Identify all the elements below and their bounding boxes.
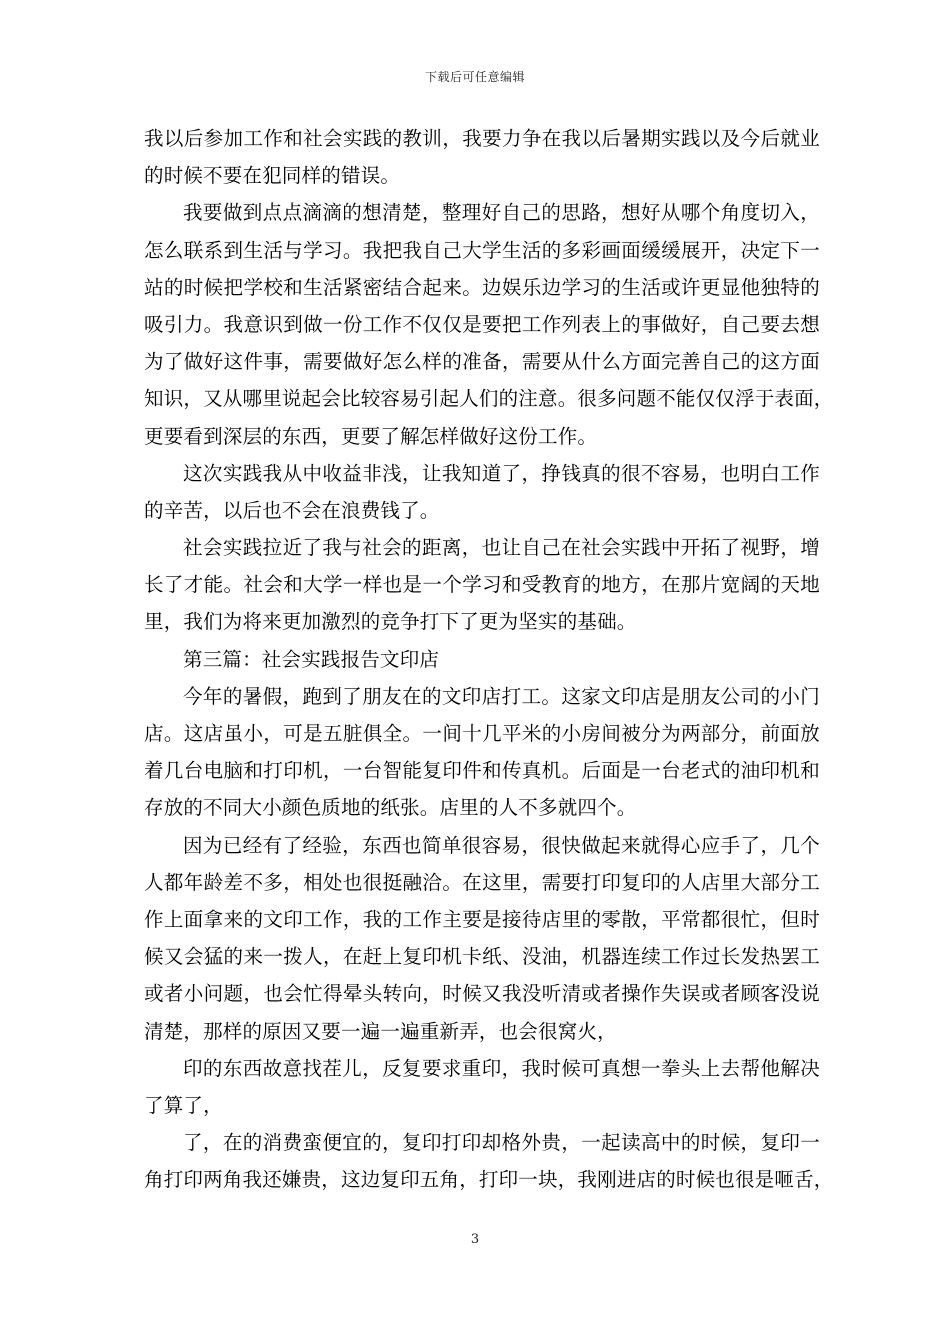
- text-line: 里，我们为将来更加激烈的竞争打下了更为坚实的基础。: [144, 610, 637, 634]
- text-line: 长了才能。社会和大学一样也是一个学习和受教育的地方，在那片宽阔的天地: [144, 573, 820, 597]
- text-line: 社会实践拉近了我与社会的距离，也让自己在社会实践中开拓了视野，增: [183, 536, 820, 560]
- text-line: 我以后参加工作和社会实践的教训，我要力争在我以后暑期实践以及今后就业: [144, 127, 820, 150]
- text-line: 的时候不要在犯同样的错误。: [144, 164, 401, 188]
- text-line: 清楚，那样的原因又要一遍一遍重新弄，也会很窝火，: [144, 1019, 617, 1043]
- text-line: 着几台电脑和打印机，一台智能复印件和传真机。后面是一台老式的油印机和: [144, 759, 820, 783]
- text-line: 知识，又从哪里说起会比较容易引起人们的注意。很多问题不能仅仅浮于表面，: [144, 387, 834, 411]
- text-line: 的辛苦，以后也不会在浪费钱了。: [144, 498, 440, 522]
- text-line: 印的东西故意找茬儿，反复要求重印，我时候可真想一拳头上去帮他解决: [183, 1056, 820, 1080]
- text-line: 人都年龄差不多，相处也很挺融洽。在这里，需要打印复印的人店里大部分工: [144, 870, 820, 894]
- text-line: 怎么联系到生活与学习。我把我自己大学生活的多彩画面缓缓展开，决定下一: [144, 238, 820, 262]
- text-line: 候又会猛的来一拨人，在赶上复印机卡纸、没油，机器连续工作过长发热罢工: [144, 945, 820, 969]
- document-body: [144, 120, 834, 1198]
- text-line: 店。这店虽小，可是五脏俱全。一间十几平米的小房间被分为两部分，前面放: [144, 722, 820, 745]
- text-line: 站的时候把学校和生活紧密结合起来。边娱乐边学习的生活或许更显他独特的: [144, 275, 820, 299]
- text-line: 作上面拿来的文印工作，我的工作主要是接待店里的零散，平常都很忙，但时: [144, 907, 820, 931]
- text-line: 这次实践我从中收益非浅，让我知道了，挣钱真的很不容易，也明白工作: [183, 461, 820, 485]
- text-line: 第三篇：社会实践报告文印店: [183, 647, 440, 671]
- text-line: 因为已经有了经验，东西也简单很容易，很快做起来就得心应手了，几个: [183, 833, 820, 857]
- text-line: 为了做好这件事，需要做好怎么样的准备，需要从什么方面完善自己的这方面: [144, 350, 820, 374]
- text-line: 了，在的消费蛮便宜的，复印打印却格外贵，一起读高中的时候，复印一: [183, 1131, 820, 1155]
- text-line: 吸引力。我意识到做一份工作不仅仅是要把工作列表上的事做好，自己要去想: [144, 312, 820, 336]
- page-number: 3: [470, 1232, 480, 1247]
- text-line: 我要做到点点滴滴的想清楚，整理好自己的思路，想好从哪个角度切入，: [183, 201, 820, 225]
- text-line: 角打印两角我还嫌贵，这边复印五角，打印一块，我刚进店的时候也很是咂舌，: [144, 1168, 834, 1192]
- page-header: 下载后可任意编辑: [424, 70, 525, 84]
- text-line: 更要看到深层的东西，更要了解怎样做好这份工作。: [144, 424, 598, 448]
- text-line: 或者小问题，也会忙得晕头转向，时候又我没听清或者操作失误或者顾客没说: [144, 982, 820, 1006]
- text-line: 今年的暑假，跑到了朋友在的文印店打工。这家文印店是朋友公司的小门: [183, 684, 820, 708]
- text-line: 存放的不同大小颜色质地的纸张。店里的人不多就四个。: [144, 796, 637, 820]
- text-line: 了算了，: [144, 1093, 223, 1117]
